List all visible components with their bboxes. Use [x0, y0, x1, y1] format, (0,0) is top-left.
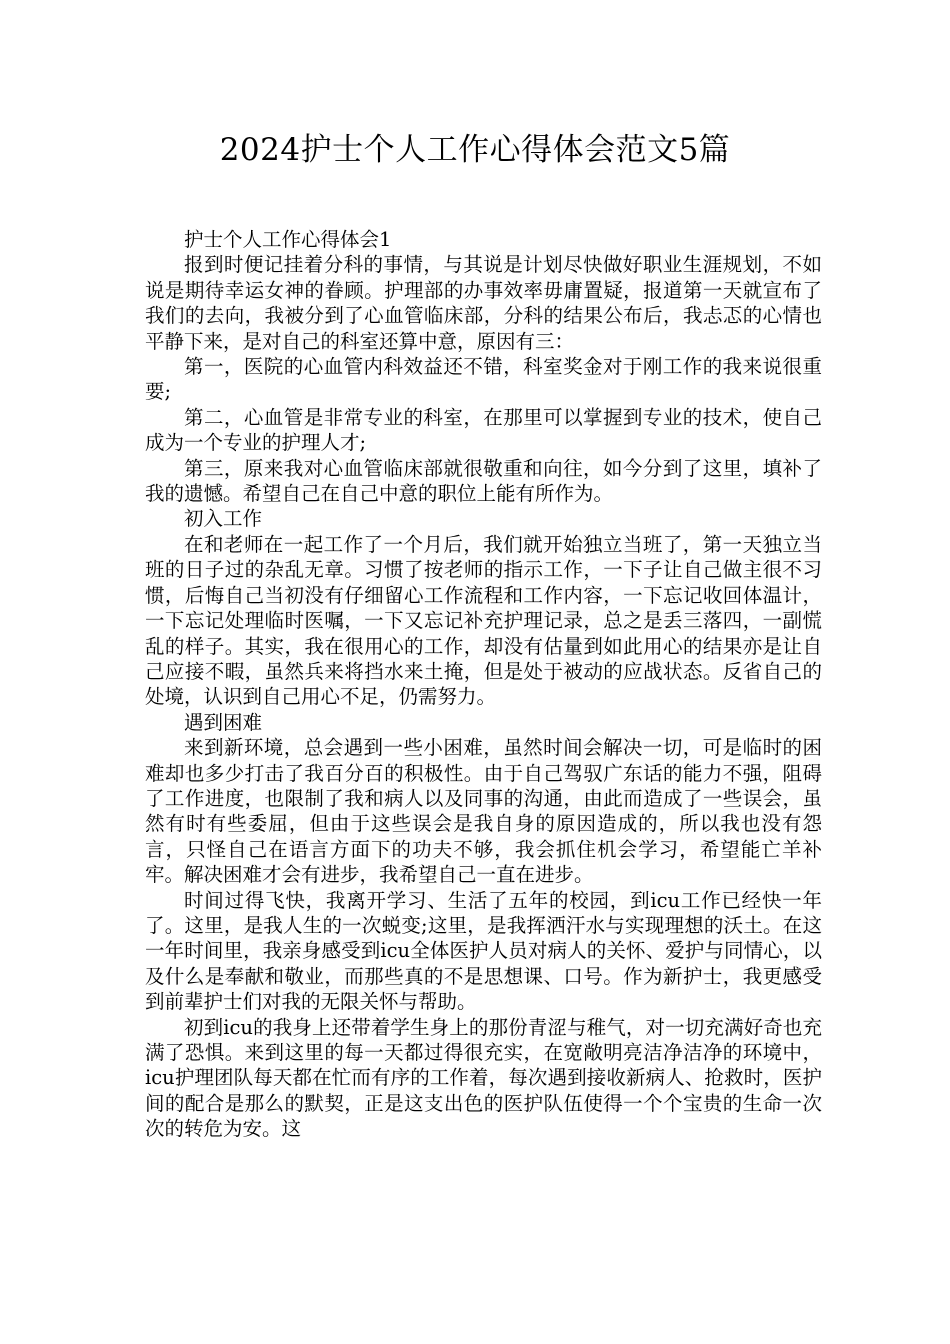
- paragraph: 报到时便记挂着分科的事情，与其说是计划尽快做好职业生涯规划，不如说是期待幸运女神的眷顾。护理部的办事效率毋庸置疑，报道第一天就宣布了我们的去向，我被分到了心血管临床部，分科的结果公布后，我忐忑的心情也平静下来，是对自己的科室还算中意，原因有三：: [145, 253, 822, 353]
- document-body: [145, 227, 822, 1142]
- document-title: 2024护士个人工作心得体会范文5篇: [219, 132, 731, 168]
- section-heading: 护士个人工作心得体会1: [184, 228, 392, 251]
- paragraph: 来到新环境，总会遇到一些小困难，虽然时间会解决一切，可是临时的困难却也多少打击了我百分百的积极性。由于自己驾驭广东话的能力不强，阻碍了工作进度，也限制了我和病人以及同事的沟通，由此而造成了一些误会，虽然有时有些委屈，但由于这些误会是我自身的原因造成的，所以我也没有怨言，只怪自己在语言方面下的功夫不够，我会抓住机会学习，希望能亡羊补牢。解决困难才会有进步，我希望自己一直在进步。: [145, 736, 822, 887]
- section-heading: 遇到困难: [184, 710, 263, 734]
- paragraph: 第一，医院的心血管内科效益还不错，科室奖金对于刚工作的我来说很重要;: [145, 355, 822, 404]
- paragraph: 第三，原来我对心血管临床部就很敬重和向往，如今分到了这里，填补了我的遗憾。希望自己在自己中意的职位上能有所作为。: [145, 456, 822, 506]
- paragraph: 时间过得飞快，我离开学习、生活了五年的校园，到icu工作已经快一年了。这里，是我人生的一次蜕变;这里，是我挥洒汗水与实现理想的沃土。在这一年时间里，我亲身感受到icu全体医护人员对病人的关怀、爱护与同情心，以及什么是奉献和敬业，而那些真的不是思想课、口号。作为新护士，我更感受到前辈护士们对我的无限关怀与帮助。: [145, 888, 822, 1014]
- paragraph: 在和老师在一起工作了一个月后，我们就开始独立当班了，第一天独立当班的日子过的杂乱无章。习惯了按老师的指示工作，一下子让自己做主很不习惯，后悔自己当初没有仔细留心工作流程和工作内容，一下忘记收回体温计，一下忘记处理临时医嘱，一下又忘记补充护理记录，总之是丢三落四，一副慌乱的样子。其实，我在很用心的工作，却没有估量到如此用心的结果亦是让自己应接不暇，虽然兵来将挡水来土掩，但是处于被动的应战状态。反省自己的处境，认识到自己用心不足，仍需努力。: [145, 532, 822, 709]
- paragraph: 初到icu的我身上还带着学生身上的那份青涩与稚气，对一切充满好奇也充满了恐惧。来到这里的每一天都过得很充实，在宽敞明亮洁净洁净的环境中，icu护理团队每天都在忙而有序的工作着，每次遇到接收新病人、抢救时，医护间的配合是那么的默契，正是这支出色的医护队伍使得一个个宝贵的生命一次次的转危为安。这: [145, 1015, 822, 1141]
- section-heading: 初入工作: [184, 507, 263, 531]
- paragraph: 第二，心血管是非常专业的科室，在那里可以掌握到专业的技术，使自己成为一个专业的护理人才;: [145, 405, 822, 455]
